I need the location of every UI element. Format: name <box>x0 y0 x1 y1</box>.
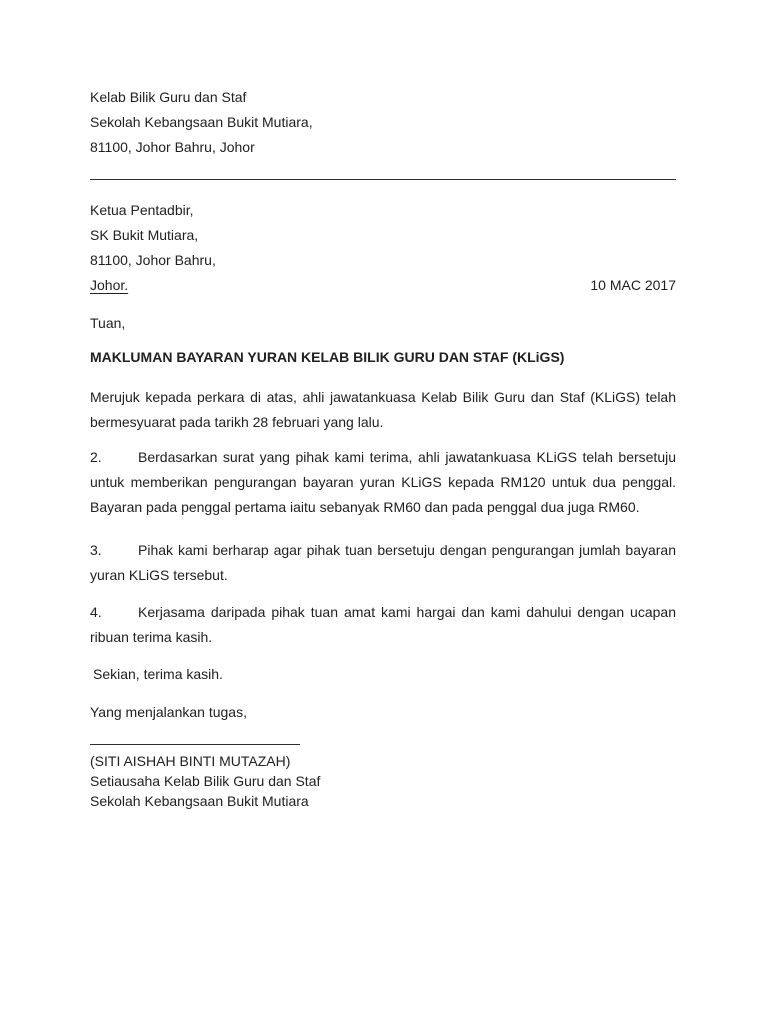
letter-content <box>90 85 676 811</box>
salutation: Tuan, <box>90 315 126 331</box>
letter-date: 10 MAC 2017 <box>590 277 676 293</box>
sign-off-line: Yang menjalankan tugas, <box>90 704 247 720</box>
signature-line <box>90 744 300 745</box>
paragraph-text: Berdasarkan surat yang pihak kami terima, ahli jawatankuasa KLiGS telah bersetuju untuk memberikan pengurangan bayaran yuran KLiGS kepada RM120 untuk dua penggal. Bayaran pada penggal pertama iaitu sebanyak RM60 dan pada penggal dua juga RM60. <box>90 449 676 515</box>
signatory-name: (SITI AISHAH BINTI MUTAZAH) <box>90 753 291 769</box>
sender-address-block <box>90 85 676 160</box>
recipient-city-line: 81100, Johor Bahru, <box>90 252 216 268</box>
sender-city-line: 81100, Johor Bahru, Johor <box>90 139 255 155</box>
recipient-state: Johor. <box>90 277 129 293</box>
paragraph-4 <box>90 600 676 650</box>
paragraph-text: Pihak kami berharap agar pihak tuan bersetuju dengan pengurangan jumlah bayaran yuran KLiGS tersebut. <box>90 542 676 583</box>
signatory-organization: Sekolah Kebangsaan Bukit Mutiara <box>90 793 309 809</box>
paragraph-text: Merujuk kepada perkara di atas, ahli jawatankuasa Kelab Bilik Guru dan Staf (KLiGS) telah bermesyuarat pada tarikh 28 februari yang lalu. <box>90 389 676 430</box>
paragraph-number: 3. <box>90 542 102 558</box>
paragraph-intro <box>90 385 676 435</box>
sender-club-name: Kelab Bilik Guru dan Staf <box>90 89 247 105</box>
sender-school-name: Sekolah Kebangsaan Bukit Mutiara, <box>90 114 313 130</box>
signature-block <box>90 751 676 811</box>
paragraph-number: 2. <box>90 449 102 465</box>
paragraph-number: 4. <box>90 604 102 620</box>
letterhead-divider-line <box>90 179 676 180</box>
paragraph-text: Kerjasama daripada pihak tuan amat kami hargai dan kami dahului dengan ucapan ribuan terima kasih. <box>90 604 676 645</box>
recipient-title: Ketua Pentadbir, <box>90 202 194 218</box>
paragraph-3 <box>90 538 676 588</box>
recipient-address-block <box>90 198 676 298</box>
recipient-school: SK Bukit Mutiara, <box>90 227 199 243</box>
state-and-date-row <box>90 273 676 298</box>
closing-line: Sekian, terima kasih. <box>93 666 223 682</box>
paragraph-2 <box>90 445 676 520</box>
signatory-role: Setiausaha Kelab Bilik Guru dan Staf <box>90 773 321 789</box>
subject-line: MAKLUMAN BAYARAN YURAN KELAB BILIK GURU DAN STAF (KLiGS) <box>90 349 565 365</box>
